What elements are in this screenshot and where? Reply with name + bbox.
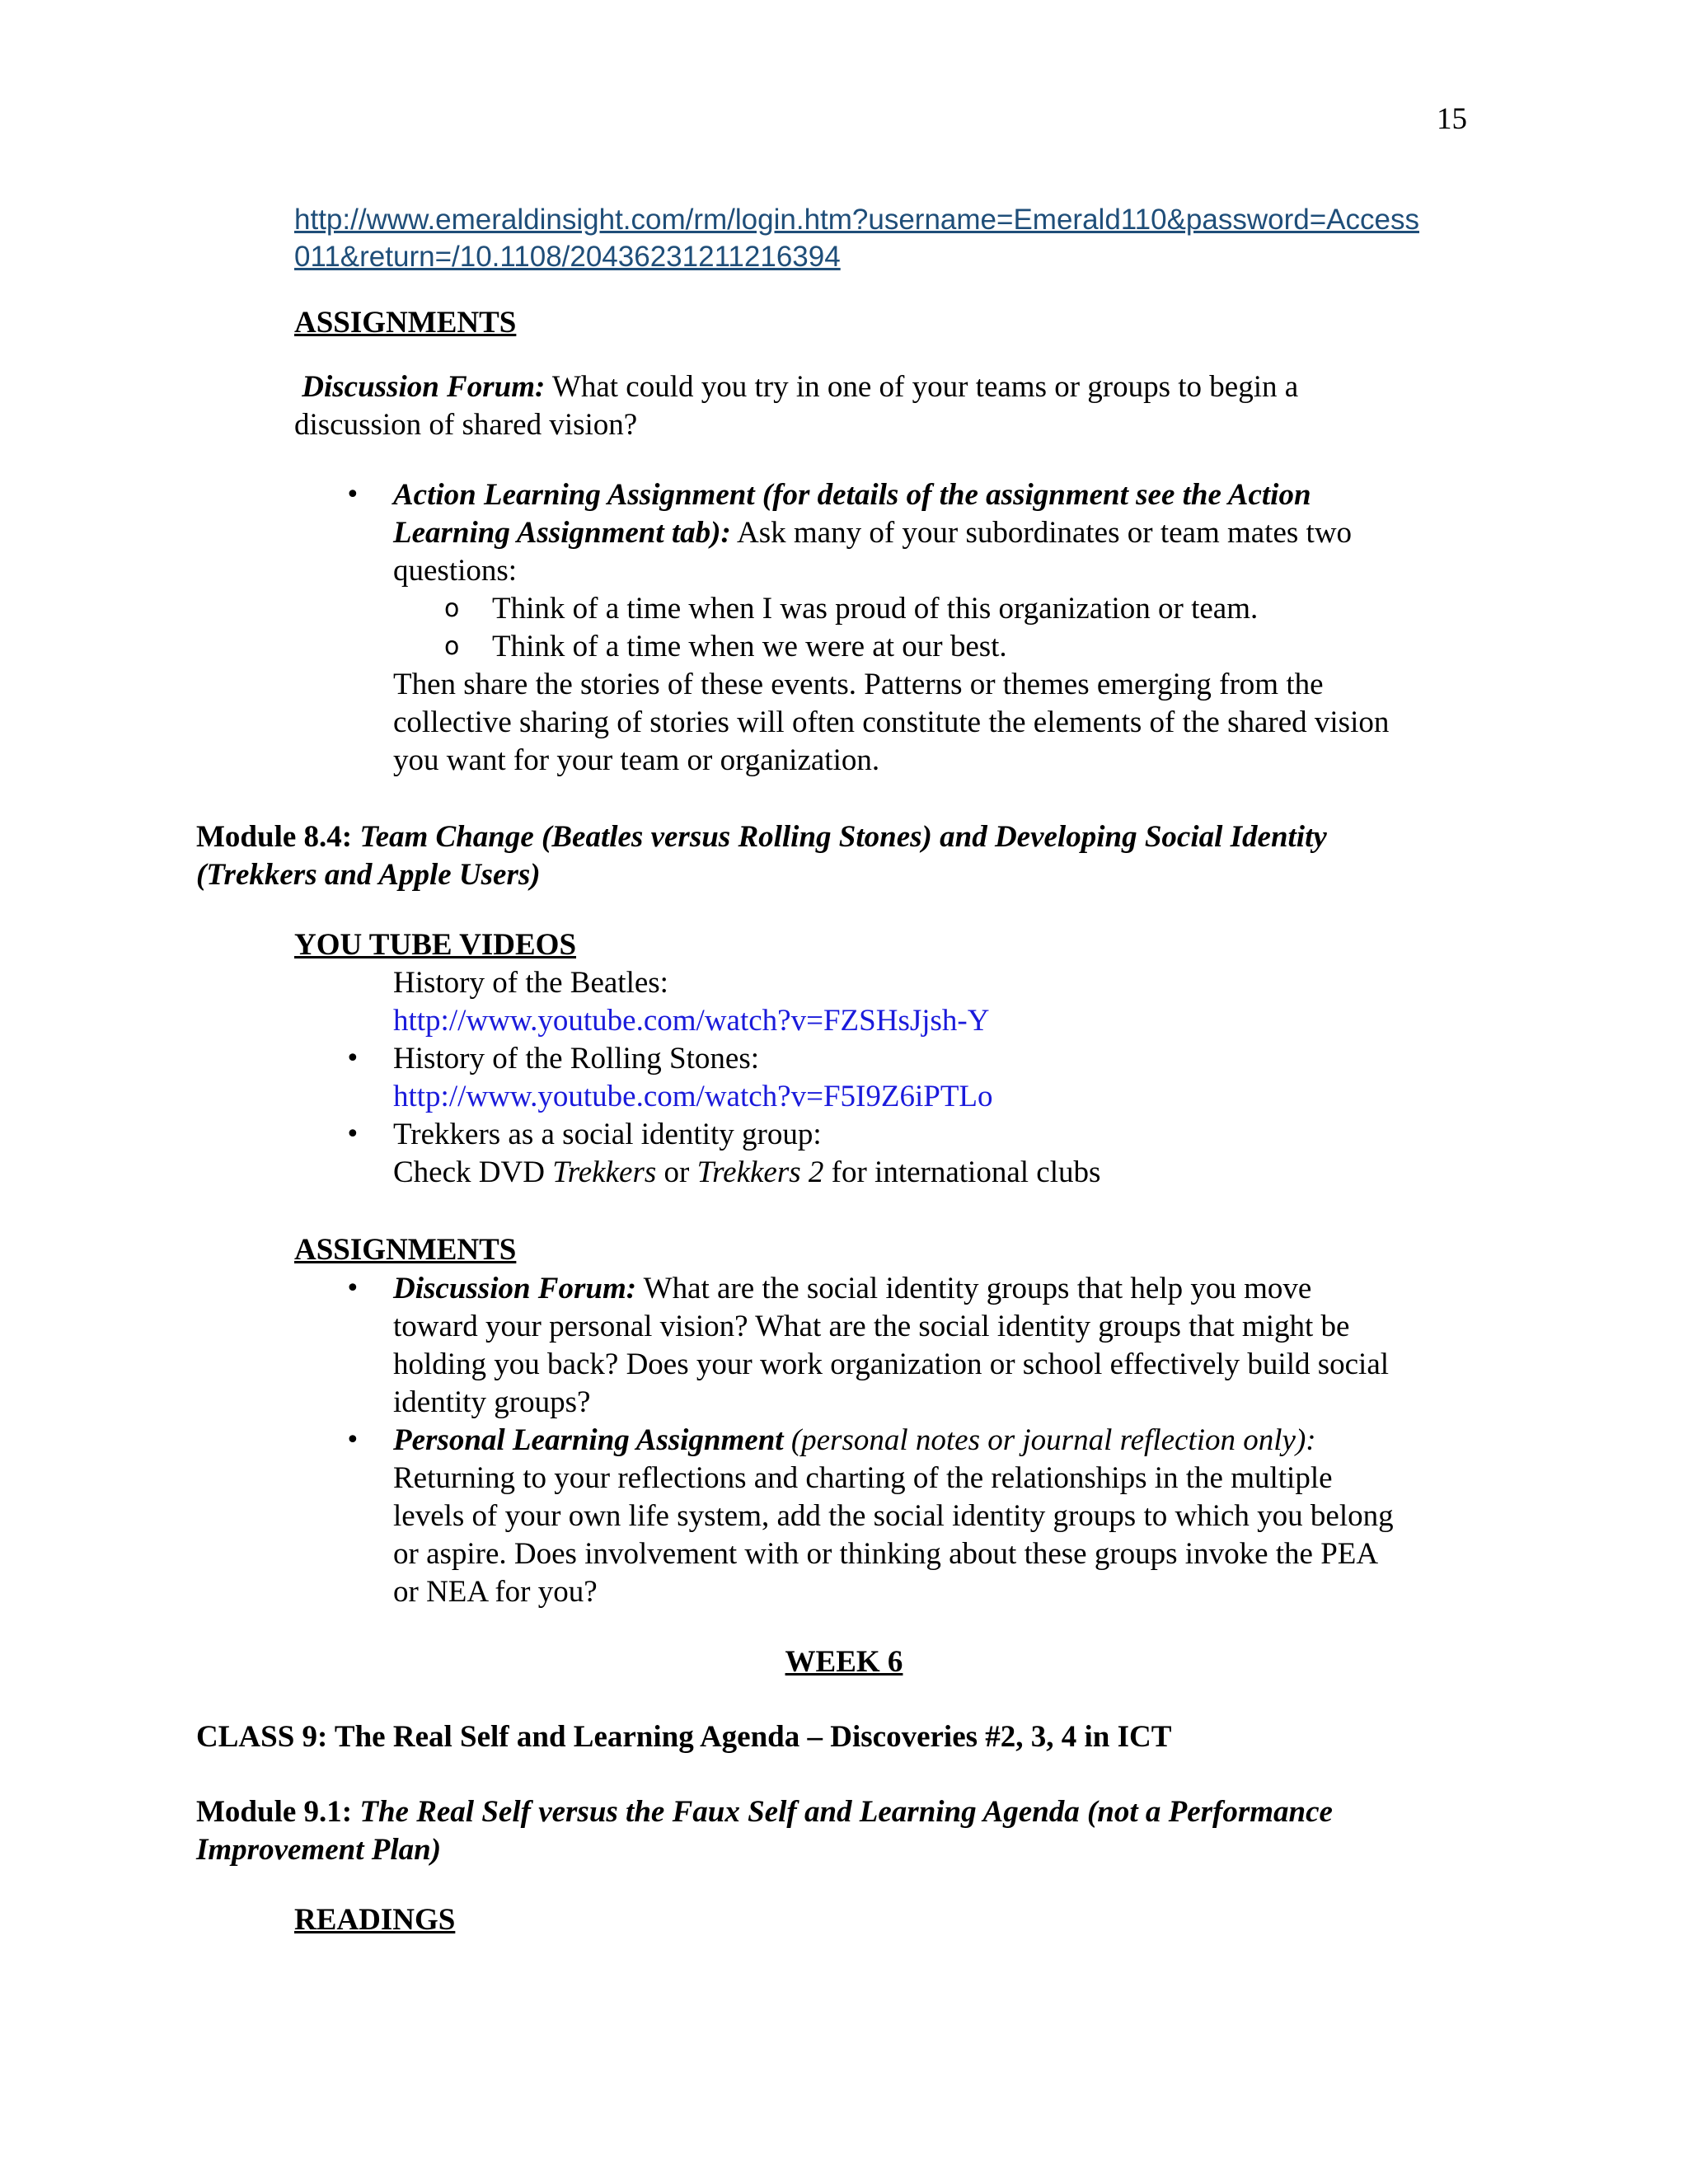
discussion-forum-1 [294,368,1399,444]
module-8-4-title-1: Team Change (Beatles versus Rolling Stones) and Developing Social Identity [352,820,1327,854]
bullet-icon: • [345,1426,360,1455]
discussion-forum-text-1: What could you try in one of your teams or groups to begin a [545,370,1299,404]
sub-item-2: Think of a time when we were at our best. [492,630,1007,663]
emerald-url-line-2[interactable]: 011&return=/10.1108/20436231211216394 [294,241,841,273]
action-learning-label-1: Action Learning Assignment (for details of the assignment see the Action [393,478,1311,512]
circle-bullet-icon: o [444,632,460,661]
action-learning-item [345,476,1489,780]
personal-learning-text-1: Returning to your reflections and charting of the relationships in the multiple [393,1461,1333,1495]
personal-learning-note: (personal notes or journal reflection only): [783,1423,1316,1457]
youtube-videos-heading: YOU TUBE VIDEOS [294,928,577,962]
trekkers-dvd-line [393,1154,1489,1192]
module-8-4-title-2: (Trekkers and Apple Users) [196,858,541,892]
bullet-icon: • [345,1274,360,1303]
videos-list [345,964,1489,1192]
trekkers-label: Trekkers as a social identity group: [393,1118,822,1151]
page-number: 15 [1437,102,1467,136]
beatles-link[interactable]: http://www.youtube.com/watch?v=FZSHsJjsh-Y [393,1004,990,1038]
circle-bullet-icon: o [444,594,460,623]
module-9-1-title-2: Improvement Plan) [196,1833,442,1867]
discussion-forum-text-2: discussion of shared vision? [294,408,638,442]
bullet-icon: • [345,1044,360,1073]
module-9-1-title-1: The Real Self versus the Faux Self and Learning Agenda (not a Performance [352,1795,1333,1829]
trekkers-post: for international clubs [823,1155,1101,1189]
assignments-2-list [345,1270,1489,1611]
beatles-label: History of the Beatles: [393,966,668,1000]
trekkers-title-2: Trekkers 2 [696,1155,824,1189]
sub-item-1: Think of a time when I was proud of this organization or team. [492,592,1259,626]
readings-heading: READINGS [294,1903,456,1937]
after-text-2: collective sharing of stories will often constitute the elements of the shared vision [393,705,1390,739]
discussion-forum-label: Discussion Forum: [302,370,546,404]
assignments-heading-2: ASSIGNMENTS [294,1233,517,1267]
class-9-heading: CLASS 9: The Real Self and Learning Agenda – Discoveries #2, 3, 4 in ICT [196,1720,1172,1754]
module-9-1-title [196,1793,1498,1869]
trekkers-mid: or [656,1155,697,1189]
module-8-4-title [196,818,1432,894]
discussion-forum-2-text-4: identity groups? [393,1385,591,1419]
after-text-1: Then share the stories of these events. Patterns or themes emerging from the [393,668,1324,701]
discussion-forum-2-text-3: holding you back? Does your work organization or school effectively build social [393,1347,1390,1381]
stones-link[interactable]: http://www.youtube.com/watch?v=F5I9Z6iPTLo [393,1080,993,1113]
trekkers-title-1: Trekkers [552,1155,657,1189]
personal-learning-label: Personal Learning Assignment [393,1423,784,1457]
bullet-icon: • [345,1120,360,1149]
trekkers-pre: Check DVD [393,1155,553,1189]
bullet-icon: • [345,480,360,509]
after-text-3: you want for your team or organization. [393,743,880,777]
personal-learning-text-2: levels of your own life system, add the social identity groups to which you belong [393,1499,1394,1533]
discussion-forum-2-label: Discussion Forum: [393,1272,637,1305]
stones-label: History of the Rolling Stones: [393,1042,759,1076]
discussion-forum-2-text-2: toward your personal vision? What are the social identity groups that might be [393,1310,1350,1343]
action-learning-text-1: Ask many of your subordinates or team mates two [730,516,1353,550]
action-learning-text-2: questions: [393,554,518,588]
module-8-4-label: Module 8.4: [196,820,353,854]
emerald-url-line-1[interactable]: http://www.emeraldinsight.com/rm/login.htm?username=Emerald110&password=Access [294,204,1419,236]
personal-learning-text-4: or NEA for you? [393,1575,598,1609]
week-heading: WEEK 6 [785,1645,903,1679]
emerald-url-link[interactable] [294,201,1481,275]
discussion-forum-2-text-1: What are the social identity groups that help you move [636,1272,1312,1305]
module-9-1-label: Module 9.1: [196,1795,353,1829]
action-learning-label-2: Learning Assignment tab): [393,516,731,550]
personal-learning-text-3: or aspire. Does involvement with or thinking about these groups invoke the PEA [393,1537,1379,1571]
assignments-heading-1: ASSIGNMENTS [294,306,517,340]
